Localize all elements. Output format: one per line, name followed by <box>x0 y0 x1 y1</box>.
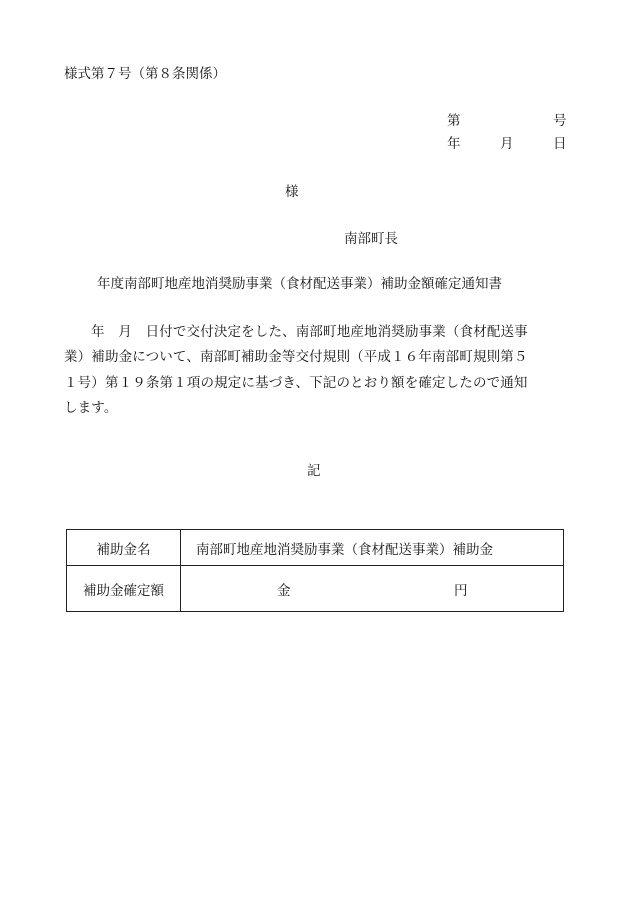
label-confirmed-amount: 補助金確定額 <box>67 566 181 612</box>
ki-heading: 記 <box>307 463 321 479</box>
value-confirmed-amount <box>181 566 564 612</box>
date-year: 年 <box>447 136 461 152</box>
amount-prefix-kin: 金 <box>277 582 291 599</box>
body-paragraph <box>64 320 569 421</box>
body-line-3: １号）第１９条第１項の規定に基づき、下記のとおり額を確定したので通知 <box>64 374 528 391</box>
issuer-name: 南部町長 <box>344 231 398 247</box>
subsidy-table <box>66 529 564 612</box>
date-day: 日 <box>553 136 567 152</box>
table-row-confirmed-amount <box>67 566 564 612</box>
document-number-suffix: 号 <box>553 113 567 129</box>
table-row-subsidy-name <box>67 530 564 566</box>
document-number-prefix: 第 <box>447 113 461 129</box>
document-title: 年度南部町地産地消奨励事業（食材配送事業）補助金額確定通知書 <box>97 276 502 292</box>
body-line-1: 年 月 日付で交付決定をした、南部町地産地消奨励事業（食材配送事 <box>91 324 528 340</box>
recipient-honorific: 様 <box>285 184 299 200</box>
label-subsidy-name: 補助金名 <box>67 530 181 566</box>
amount-suffix-en: 円 <box>454 582 468 599</box>
value-subsidy-name: 南部町地産地消奨励事業（食材配送事業）補助金 <box>181 530 564 566</box>
body-line-2: 業）補助金について、南部町補助金等交付規則（平成１６年南部町規則第５ <box>64 349 528 366</box>
body-line-4: します。 <box>64 399 118 416</box>
form-number: 様式第７号（第８条関係） <box>64 66 226 82</box>
date-month: 月 <box>500 136 514 152</box>
